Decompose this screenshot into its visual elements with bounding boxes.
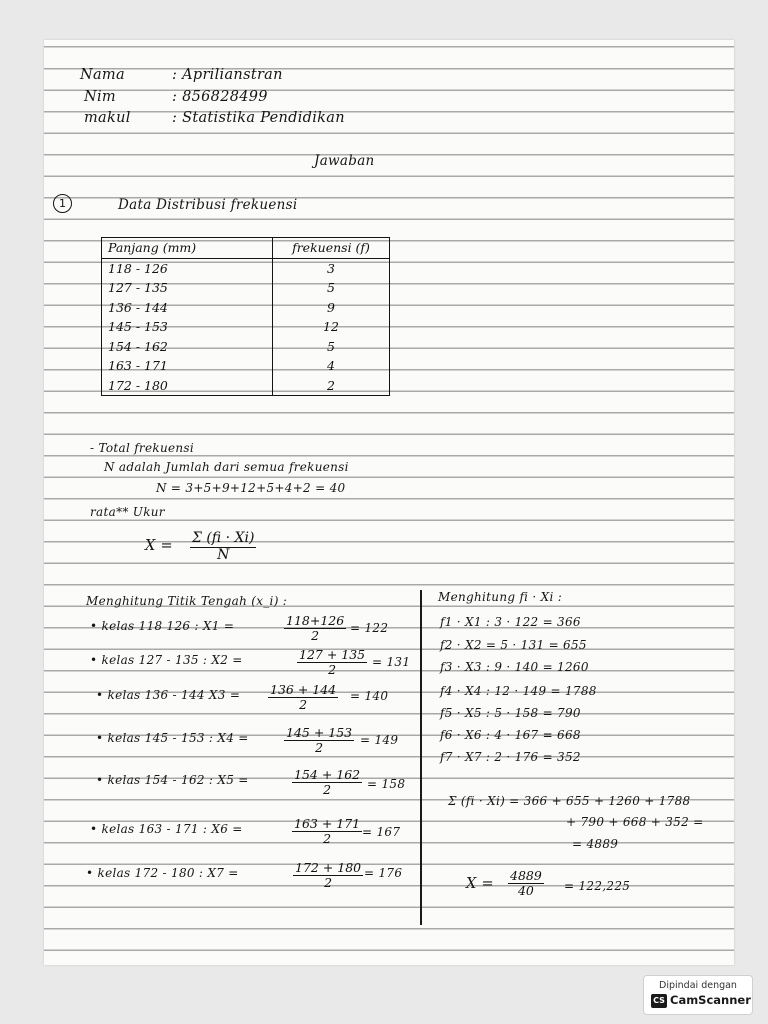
table-row [102, 376, 390, 396]
midpoint-denominator: 2 [315, 740, 324, 755]
midpoint-numerator: 172 + 180 [295, 860, 362, 875]
nama-value: : Aprilianstran [172, 67, 283, 83]
product-row: f7 · X7 : 2 · 176 = 352 [440, 750, 581, 764]
midpoint-fraction [292, 768, 362, 797]
mean-fraction [190, 530, 256, 562]
midpoint-result: = 167 [362, 825, 401, 839]
table-row [102, 317, 390, 337]
product-row: f1 · X1 : 3 · 122 = 366 [440, 615, 581, 629]
table-cell: 3 [273, 258, 390, 278]
midpoint-label: • kelas 127 - 135 : X2 = [90, 653, 243, 667]
total-heading: - Total frekuensi [90, 441, 195, 455]
badge-app-name: CamScanner [670, 993, 751, 1007]
page-title: Jawaban [314, 153, 375, 169]
table-cell: 5 [273, 278, 390, 298]
table-cell: 118 - 126 [102, 258, 273, 278]
midpoint-numerator: 154 + 162 [294, 767, 361, 782]
table-row [102, 298, 390, 318]
mean-denominator: N [217, 547, 230, 563]
midpoint-label: • kelas 163 - 171 : X6 = [90, 822, 243, 836]
total-description: N adalah Jumlah dari semua frekuensi [104, 460, 349, 474]
mean-lhs: X = [145, 538, 173, 554]
midpoint-denominator: 2 [323, 831, 332, 846]
table-cell: 163 - 171 [102, 356, 273, 376]
midpoint-numerator: 127 + 135 [299, 647, 366, 662]
makul-label: makul [84, 110, 131, 126]
table-cell: 12 [273, 317, 390, 337]
midpoint-result: = 131 [372, 655, 411, 669]
midpoint-fraction [284, 726, 354, 755]
midpoint-result: = 122 [350, 621, 389, 635]
midpoints-heading: Menghitung Titik Tengah (x_i) : [86, 594, 288, 608]
table-row [102, 356, 390, 376]
midpoint-label: • kelas 136 - 144 X3 = [96, 688, 241, 702]
frequency-table [101, 237, 390, 396]
table-cell: 127 - 135 [102, 278, 273, 298]
table-cell: 172 - 180 [102, 376, 273, 396]
midpoint-numerator: 145 + 153 [286, 725, 353, 740]
result-numerator: 4889 [510, 868, 542, 883]
product-row: f4 · X4 : 12 · 149 = 1788 [440, 684, 597, 698]
midpoint-denominator: 2 [299, 697, 308, 712]
midpoint-result: = 158 [367, 777, 406, 791]
midpoint-numerator: 118+126 [286, 613, 345, 628]
midpoint-denominator: 2 [328, 662, 337, 677]
midpoint-result: = 176 [364, 866, 403, 880]
table-header-cell: Panjang (mm) [102, 238, 273, 259]
table-cell: 4 [273, 356, 390, 376]
result-lhs: X = [466, 876, 494, 892]
table-header-row [102, 238, 390, 259]
midpoint-fraction [284, 614, 346, 643]
table-cell: 145 - 153 [102, 317, 273, 337]
table-header-cell: frekuensi (f) [273, 238, 390, 259]
product-row: f5 · X5 : 5 · 158 = 790 [440, 706, 581, 720]
result-denominator: 40 [517, 883, 534, 898]
midpoint-label: • kelas 172 - 180 : X7 = [86, 866, 239, 880]
table-cell: 5 [273, 337, 390, 357]
midpoint-label: • kelas 118 126 : X1 = [90, 619, 235, 633]
mean-numerator: Σ (fi · Xi) [192, 530, 255, 546]
mean-heading: rata** Ukur [90, 505, 165, 519]
midpoint-denominator: 2 [323, 782, 332, 797]
product-row: f3 · X3 : 9 · 140 = 1260 [440, 660, 589, 674]
result-fraction [508, 869, 544, 898]
table-cell: 154 - 162 [102, 337, 273, 357]
table-cell: 9 [273, 298, 390, 318]
midpoint-label: • kelas 145 - 153 : X4 = [96, 731, 249, 745]
badge-caption: Dipindai dengan [659, 980, 737, 991]
camscanner-logo-icon: CS [651, 994, 667, 1008]
table-row [102, 258, 390, 278]
nim-value: : 856828499 [172, 89, 268, 105]
midpoint-numerator: 136 + 144 [270, 682, 337, 697]
midpoint-fraction [297, 648, 367, 677]
table-row [102, 278, 390, 298]
midpoint-fraction [293, 861, 363, 890]
result-value: = 122,225 [564, 879, 631, 893]
table-cell: 2 [273, 376, 390, 396]
nama-label: Nama [80, 67, 125, 83]
makul-value: : Statistika Pendidikan [172, 110, 345, 126]
midpoint-result: = 140 [350, 689, 389, 703]
column-divider [420, 590, 422, 925]
sum-line-2: + 790 + 668 + 352 = [566, 815, 704, 829]
table-row [102, 337, 390, 357]
camscanner-badge [643, 975, 753, 1015]
nim-label: Nim [84, 89, 116, 105]
total-equation: N = 3+5+9+12+5+4+2 = 40 [156, 481, 346, 495]
table-cell: 136 - 144 [102, 298, 273, 318]
midpoint-denominator: 2 [324, 875, 333, 890]
product-row: f6 · X6 : 4 · 167 = 668 [440, 728, 581, 742]
midpoint-label: • kelas 154 - 162 : X5 = [96, 773, 249, 787]
section-number: 1 [53, 194, 72, 213]
midpoint-fraction [268, 683, 338, 712]
midpoint-result: = 149 [360, 733, 399, 747]
midpoint-numerator: 163 + 171 [294, 816, 361, 831]
products-heading: Menghitung fi · Xi : [438, 590, 563, 604]
midpoint-fraction [292, 817, 362, 846]
sum-line-1: Σ (fi · Xi) = 366 + 655 + 1260 + 1788 [448, 794, 691, 808]
section-heading: Data Distribusi frekuensi [118, 197, 298, 213]
sum-line-3: = 4889 [572, 837, 619, 851]
midpoint-denominator: 2 [311, 628, 320, 643]
product-row: f2 · X2 = 5 · 131 = 655 [440, 638, 587, 652]
